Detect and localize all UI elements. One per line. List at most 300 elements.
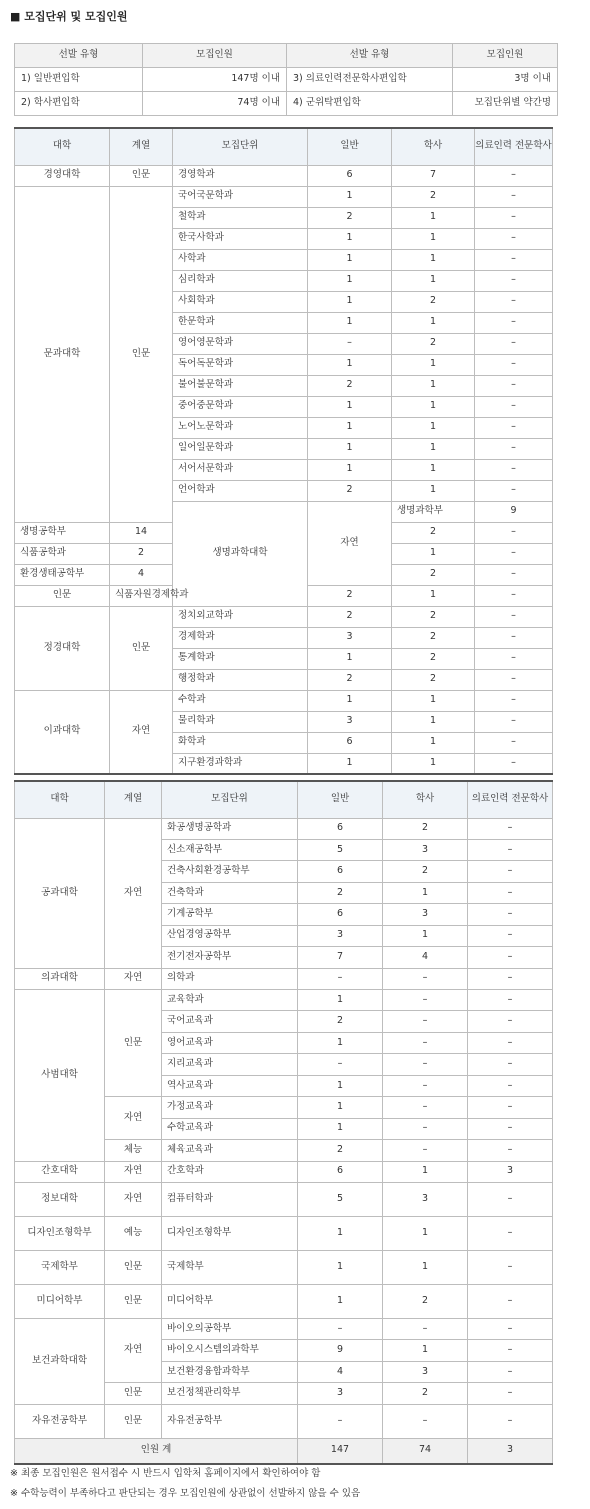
college-cell: 이과대학 [15, 690, 110, 774]
general-count-cell: 9 [298, 1340, 383, 1361]
unit-cell: 통계학과 [173, 648, 308, 669]
unit-cell: 영어영문학과 [173, 333, 308, 354]
header-unit: 모집단위 [173, 128, 308, 165]
bachelor-count-cell: – [383, 1032, 468, 1053]
bachelor-count-cell: 2 [392, 648, 475, 669]
total-row [15, 1438, 553, 1464]
college-cell: 의과대학 [15, 968, 105, 989]
field-cell: 자연 [110, 690, 173, 774]
unit-cell: 경제학과 [173, 627, 308, 648]
unit-cell: 독어독문학과 [173, 354, 308, 375]
college-cell: 생명과학대학 [173, 501, 308, 606]
bachelor-count-cell: 1 [392, 249, 475, 270]
bachelor-count-cell: 1 [383, 1250, 468, 1284]
general-count-cell: 1 [298, 1075, 383, 1096]
bachelor-count-cell: 4 [383, 947, 468, 968]
field-cell: 인문 [105, 1284, 162, 1318]
college-cell: 문과대학 [15, 186, 110, 522]
bachelor-count-cell: 1 [392, 270, 475, 291]
bachelor-count-cell: – [383, 1118, 468, 1139]
summary-count: 모집단위별 약간명 [453, 92, 558, 116]
general-count-cell: 14 [110, 522, 173, 543]
bachelor-count-cell: 1 [392, 732, 475, 753]
medical-count-cell: – [475, 522, 553, 543]
bachelor-count-cell: – [383, 1075, 468, 1096]
bachelor-count-cell: 3 [383, 1182, 468, 1216]
field-cell: 예능 [105, 1216, 162, 1250]
general-count-cell: 1 [308, 270, 392, 291]
summary-type: 4) 군위탁편입학 [287, 92, 453, 116]
college-cell: 자유전공학부 [15, 1404, 105, 1438]
medical-count-cell: – [468, 968, 553, 989]
summary-header-count-2: 모집인원 [453, 44, 558, 68]
table-row [15, 818, 553, 839]
header-field: 계열 [110, 128, 173, 165]
unit-cell: 지리교육과 [162, 1054, 298, 1075]
unit-cell: 자유전공학부 [162, 1404, 298, 1438]
college-cell: 정보대학 [15, 1182, 105, 1216]
summary-header-type-2: 선발 유형 [287, 44, 453, 68]
general-count-cell: 1 [298, 1097, 383, 1118]
general-count-cell: 6 [298, 861, 383, 882]
medical-count-cell: – [468, 1075, 553, 1096]
field-cell: 자연 [105, 818, 162, 968]
medical-count-cell: – [475, 753, 553, 774]
unit-cell: 한문학과 [173, 312, 308, 333]
bachelor-count-cell: 2 [392, 333, 475, 354]
field-cell: 인문 [105, 1383, 162, 1404]
general-count-cell: 6 [308, 165, 392, 186]
general-count-cell: – [298, 1054, 383, 1075]
table-row [15, 968, 553, 989]
bachelor-count-cell: 2 [392, 186, 475, 207]
table-row [15, 690, 553, 711]
table-row [15, 1161, 553, 1182]
general-count-cell: 3 [308, 711, 392, 732]
field-cell: 자연 [105, 1318, 162, 1382]
unit-cell: 한국사학과 [173, 228, 308, 249]
unit-cell: 가정교육과 [162, 1097, 298, 1118]
general-count-cell: 1 [308, 249, 392, 270]
field-cell: 인문 [105, 1404, 162, 1438]
field-cell: 체능 [105, 1140, 162, 1161]
bachelor-count-cell: 2 [383, 818, 468, 839]
general-count-cell: 1 [308, 753, 392, 774]
bachelor-count-cell: 2 [383, 1284, 468, 1318]
general-count-cell: – [298, 1318, 383, 1339]
summary-count: 74명 이내 [143, 92, 287, 116]
unit-cell: 심리학과 [173, 270, 308, 291]
general-count-cell: 5 [298, 1182, 383, 1216]
field-cell: 자연 [105, 1097, 162, 1140]
medical-count-cell: – [468, 1097, 553, 1118]
header-medical: 의료인력 전문학사 [468, 781, 553, 818]
header-general: 일반 [308, 128, 392, 165]
bachelor-count-cell: – [383, 990, 468, 1011]
summary-header-count-1: 모집인원 [143, 44, 287, 68]
table-row [15, 990, 553, 1011]
unit-cell: 역사교육과 [162, 1075, 298, 1096]
medical-count-cell: – [468, 1340, 553, 1361]
general-count-cell: 6 [298, 1161, 383, 1182]
college-cell: 국제학부 [15, 1250, 105, 1284]
unit-cell: 환경생태공학부 [15, 564, 110, 585]
unit-cell: 체육교육과 [162, 1140, 298, 1161]
medical-count-cell: – [475, 711, 553, 732]
bachelor-count-cell: 2 [383, 1383, 468, 1404]
admission-table-2 [14, 780, 553, 1465]
unit-cell: 영어교육과 [162, 1032, 298, 1053]
unit-cell: 서어서문학과 [173, 459, 308, 480]
unit-cell: 기계공학부 [162, 904, 298, 925]
general-count-cell: 1 [308, 648, 392, 669]
general-count-cell: 2 [308, 480, 392, 501]
field-cell: 자연 [105, 1182, 162, 1216]
medical-count-cell: – [468, 818, 553, 839]
bachelor-count-cell: 1 [392, 396, 475, 417]
summary-header-type-1: 선발 유형 [15, 44, 143, 68]
general-count-cell: 1 [308, 417, 392, 438]
college-cell: 보건과학대학 [15, 1318, 105, 1404]
medical-count-cell: – [468, 1054, 553, 1075]
general-count-cell: 1 [298, 1032, 383, 1053]
table-row [15, 1216, 553, 1250]
general-count-cell: 1 [298, 1284, 383, 1318]
medical-count-cell: – [468, 1182, 553, 1216]
medical-count-cell: – [475, 480, 553, 501]
general-count-cell: 1 [308, 354, 392, 375]
unit-cell: 생명공학부 [15, 522, 110, 543]
general-count-cell: 1 [298, 1118, 383, 1139]
bachelor-count-cell: 1 [392, 711, 475, 732]
unit-cell: 의학과 [162, 968, 298, 989]
bachelor-count-cell: 1 [392, 228, 475, 249]
medical-count-cell: – [468, 1284, 553, 1318]
table-row [15, 1284, 553, 1318]
bachelor-count-cell: 3 [383, 904, 468, 925]
summary-count: 147명 이내 [143, 68, 287, 92]
bachelor-count-cell: 1 [383, 1161, 468, 1182]
bachelor-count-cell: 1 [392, 438, 475, 459]
medical-count-cell: – [468, 1216, 553, 1250]
medical-count-cell: – [468, 882, 553, 903]
summary-type: 3) 의료인력전문학사편입학 [287, 68, 453, 92]
field-cell: 인문 [15, 585, 110, 606]
medical-count-cell: – [475, 627, 553, 648]
medical-count-cell: – [475, 543, 553, 564]
medical-count-cell: – [475, 249, 553, 270]
unit-cell: 물리학과 [173, 711, 308, 732]
medical-count-cell: – [475, 396, 553, 417]
bachelor-count-cell: 1 [392, 375, 475, 396]
medical-count-cell: – [468, 839, 553, 860]
table-row [15, 1318, 553, 1339]
bachelor-count-cell: 1 [383, 925, 468, 946]
bachelor-count-cell: – [383, 1404, 468, 1438]
unit-cell: 사학과 [173, 249, 308, 270]
field-cell: 자연 [105, 1161, 162, 1182]
unit-cell: 중어중문학과 [173, 396, 308, 417]
bachelor-count-cell: 2 [392, 606, 475, 627]
unit-cell: 식품자원경제학과 [110, 585, 173, 606]
medical-count-cell: – [468, 1032, 553, 1053]
unit-cell: 보건정책관리학부 [162, 1383, 298, 1404]
total-general: 147 [298, 1438, 383, 1464]
medical-count-cell: – [475, 312, 553, 333]
general-count-cell: 6 [298, 818, 383, 839]
bachelor-count-cell: 2 [392, 522, 475, 543]
medical-count-cell: – [475, 333, 553, 354]
bachelor-count-cell: – [383, 968, 468, 989]
table-row [15, 186, 553, 207]
field-cell: 인문 [105, 1250, 162, 1284]
unit-cell: 수학교육과 [162, 1118, 298, 1139]
page-title: ■ 모집단위 및 모집인원 [10, 10, 128, 23]
summary-type: 2) 학사편입학 [15, 92, 143, 116]
bachelor-count-cell: 1 [392, 417, 475, 438]
medical-count-cell: – [475, 291, 553, 312]
college-cell: 정경대학 [15, 606, 110, 690]
medical-count-cell: – [475, 207, 553, 228]
summary-count: 3명 이내 [453, 68, 558, 92]
bachelor-count-cell: – [383, 1318, 468, 1339]
unit-cell: 언어학과 [173, 480, 308, 501]
unit-cell: 국어국문학과 [173, 186, 308, 207]
medical-count-cell: – [475, 669, 553, 690]
medical-count-cell: 3 [468, 1161, 553, 1182]
bachelor-count-cell: 1 [392, 459, 475, 480]
general-count-cell: – [298, 968, 383, 989]
medical-count-cell: – [475, 732, 553, 753]
unit-cell: 컴퓨터학과 [162, 1182, 298, 1216]
general-count-cell: 1 [298, 1216, 383, 1250]
medical-count-cell: – [475, 585, 553, 606]
total-bachelor: 74 [383, 1438, 468, 1464]
medical-count-cell: – [468, 904, 553, 925]
header-medical: 의료인력 전문학사 [475, 128, 553, 165]
medical-count-cell: – [468, 925, 553, 946]
general-count-cell: 1 [298, 1250, 383, 1284]
header-general: 일반 [298, 781, 383, 818]
medical-count-cell: – [475, 606, 553, 627]
college-cell: 공과대학 [15, 818, 105, 968]
medical-count-cell: – [475, 564, 553, 585]
unit-cell: 화공생명공학과 [162, 818, 298, 839]
unit-cell: 미디어학부 [162, 1284, 298, 1318]
general-count-cell: 4 [110, 564, 173, 585]
general-count-cell: – [298, 1404, 383, 1438]
header-college: 대학 [15, 781, 105, 818]
college-cell: 미디어학부 [15, 1284, 105, 1318]
field-cell: 인문 [105, 990, 162, 1097]
bachelor-count-cell: 1 [383, 1216, 468, 1250]
general-count-cell: 1 [298, 990, 383, 1011]
unit-cell: 지구환경과학과 [173, 753, 308, 774]
medical-count-cell: – [468, 947, 553, 968]
college-cell: 디자인조형학부 [15, 1216, 105, 1250]
general-count-cell: 7 [298, 947, 383, 968]
unit-cell: 신소재공학부 [162, 839, 298, 860]
unit-cell: 디자인조형학부 [162, 1216, 298, 1250]
unit-cell: 바이오시스템의과학부 [162, 1340, 298, 1361]
medical-count-cell: – [468, 1011, 553, 1032]
unit-cell: 보건환경융합과학부 [162, 1361, 298, 1382]
unit-cell: 불어불문학과 [173, 375, 308, 396]
bachelor-count-cell: 1 [392, 690, 475, 711]
field-cell: 인문 [110, 186, 173, 522]
bachelor-count-cell: 1 [383, 882, 468, 903]
header-bachelor: 학사 [392, 128, 475, 165]
unit-cell: 사회학과 [173, 291, 308, 312]
table-row [15, 606, 553, 627]
bachelor-count-cell: 1 [392, 207, 475, 228]
medical-count-cell: – [468, 990, 553, 1011]
general-count-cell: 1 [308, 228, 392, 249]
bachelor-count-cell: 1 [392, 543, 475, 564]
general-count-cell: 2 [308, 606, 392, 627]
bachelor-count-cell: 7 [392, 165, 475, 186]
unit-cell: 국어교육과 [162, 1011, 298, 1032]
field-cell: 인문 [110, 606, 173, 690]
bachelor-count-cell: 2 [392, 291, 475, 312]
general-count-cell: 1 [308, 186, 392, 207]
unit-cell: 전기전자공학부 [162, 947, 298, 968]
general-count-cell: 5 [298, 839, 383, 860]
bachelor-count-cell: 1 [383, 1340, 468, 1361]
bachelor-count-cell: 2 [392, 669, 475, 690]
medical-count-cell: – [475, 228, 553, 249]
college-cell: 경영대학 [15, 165, 110, 186]
header-bachelor: 학사 [383, 781, 468, 818]
bachelor-count-cell: 1 [392, 312, 475, 333]
total-label: 인원 계 [15, 1438, 298, 1464]
general-count-cell: 1 [308, 459, 392, 480]
medical-count-cell: – [468, 1404, 553, 1438]
unit-cell: 식품공학과 [15, 543, 110, 564]
general-count-cell: 1 [308, 291, 392, 312]
medical-count-cell: – [468, 1318, 553, 1339]
unit-cell: 행정학과 [173, 669, 308, 690]
bachelor-count-cell: – [383, 1097, 468, 1118]
bachelor-count-cell: 2 [383, 861, 468, 882]
general-count-cell: 6 [308, 732, 392, 753]
field-cell: 자연 [105, 968, 162, 989]
field-cell: 인문 [110, 165, 173, 186]
general-count-cell: – [308, 333, 392, 354]
general-count-cell: 3 [308, 627, 392, 648]
header-college: 대학 [15, 128, 110, 165]
medical-count-cell: – [475, 165, 553, 186]
bachelor-count-cell: 1 [392, 354, 475, 375]
medical-count-cell: – [468, 861, 553, 882]
unit-cell: 건축사회환경공학부 [162, 861, 298, 882]
medical-count-cell: – [468, 1383, 553, 1404]
general-count-cell: 3 [298, 1383, 383, 1404]
unit-cell: 노어노문학과 [173, 417, 308, 438]
general-count-cell: 4 [298, 1361, 383, 1382]
general-count-cell: 6 [298, 904, 383, 925]
bachelor-count-cell: 1 [392, 753, 475, 774]
medical-count-cell: – [475, 375, 553, 396]
bachelor-count-cell: 3 [383, 1361, 468, 1382]
unit-cell: 생명과학부 [392, 501, 475, 522]
bachelor-count-cell: 3 [383, 839, 468, 860]
general-count-cell: 1 [308, 312, 392, 333]
medical-count-cell: – [475, 354, 553, 375]
unit-cell: 건축학과 [162, 882, 298, 903]
summary-type: 1) 일반편입학 [15, 68, 143, 92]
unit-cell: 수학과 [173, 690, 308, 711]
general-count-cell: 2 [298, 1011, 383, 1032]
general-count-cell: 2 [308, 585, 392, 606]
general-count-cell: 3 [298, 925, 383, 946]
total-medical: 3 [468, 1438, 553, 1464]
general-count-cell: 1 [308, 438, 392, 459]
medical-count-cell: – [468, 1250, 553, 1284]
notes [10, 1464, 360, 1504]
unit-cell: 철학과 [173, 207, 308, 228]
unit-cell: 국제학부 [162, 1250, 298, 1284]
note: ※ 최종 모집인원은 원서접수 시 반드시 입학처 홈페이지에서 확인하여야 함 [10, 1468, 321, 1479]
header-unit: 모집단위 [162, 781, 298, 818]
unit-cell: 정치외교학과 [173, 606, 308, 627]
medical-count-cell: – [475, 648, 553, 669]
medical-count-cell: – [468, 1118, 553, 1139]
bachelor-count-cell: 2 [392, 627, 475, 648]
college-cell: 간호대학 [15, 1161, 105, 1182]
medical-count-cell: – [475, 270, 553, 291]
unit-cell: 화학과 [173, 732, 308, 753]
table-row [15, 165, 553, 186]
header-field: 계열 [105, 781, 162, 818]
bachelor-count-cell: 1 [392, 585, 475, 606]
medical-count-cell: – [475, 438, 553, 459]
general-count-cell: 2 [308, 669, 392, 690]
medical-count-cell: – [475, 690, 553, 711]
medical-count-cell: – [468, 1361, 553, 1382]
summary-table [14, 43, 558, 116]
general-count-cell: 2 [308, 207, 392, 228]
college-cell: 사범대학 [15, 990, 105, 1162]
unit-cell: 바이오의공학부 [162, 1318, 298, 1339]
bachelor-count-cell: – [383, 1140, 468, 1161]
table-row [15, 1182, 553, 1216]
unit-cell: 일어일문학과 [173, 438, 308, 459]
table-row [15, 1250, 553, 1284]
unit-cell: 경영학과 [173, 165, 308, 186]
table-row [15, 1404, 553, 1438]
medical-count-cell: – [468, 1140, 553, 1161]
general-count-cell: 1 [308, 690, 392, 711]
medical-count-cell: – [475, 417, 553, 438]
admission-table-1 [14, 127, 553, 775]
general-count-cell: 2 [298, 1140, 383, 1161]
unit-cell: 교육학과 [162, 990, 298, 1011]
bachelor-count-cell: – [383, 1011, 468, 1032]
general-count-cell: 1 [308, 396, 392, 417]
bachelor-count-cell: – [383, 1054, 468, 1075]
bachelor-count-cell: 1 [392, 480, 475, 501]
general-count-cell: 9 [475, 501, 553, 522]
field-cell: 자연 [308, 501, 392, 585]
bachelor-count-cell: 2 [392, 564, 475, 585]
unit-cell: 산업경영공학부 [162, 925, 298, 946]
medical-count-cell: – [475, 459, 553, 480]
medical-count-cell: – [475, 186, 553, 207]
general-count-cell: 2 [110, 543, 173, 564]
unit-cell: 간호학과 [162, 1161, 298, 1182]
general-count-cell: 2 [298, 882, 383, 903]
